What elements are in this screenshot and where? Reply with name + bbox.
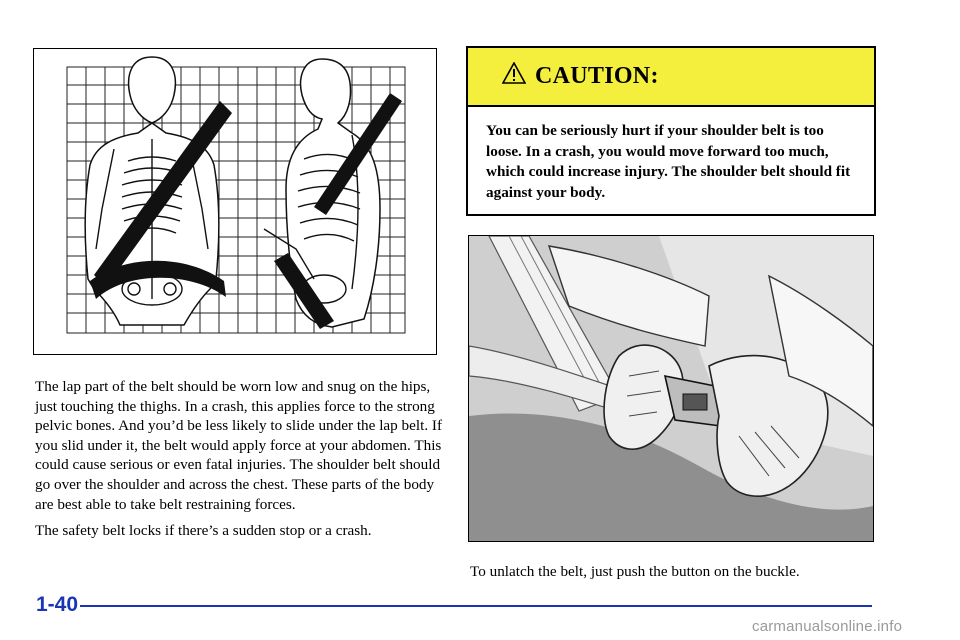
left-body-text bbox=[35, 377, 445, 541]
skeleton-belt-illustration bbox=[33, 48, 437, 355]
caution-text: You can be seriously hurt if your shoulder belt is too loose. In a crash, you would move forward too much, which could increase injury. The shoulder belt should fit against your body. bbox=[486, 122, 851, 201]
footer-rule bbox=[80, 605, 872, 607]
warning-triangle-icon bbox=[502, 62, 526, 89]
lap-belt-paragraph: The lap part of the belt should be worn low and snug on the hips, just touching the thighs. In a crash, this applies force to the strong pelvic bones. And you’d be less likely to slide under the lap belt. If you slid under it, the belt would apply force at your abdomen. This could cause serious or even fatal injuries. The shoulder belt should go over the shoulder and across the chest. These parts of the body are best able to take belt restraining forces. bbox=[35, 378, 443, 513]
caution-box bbox=[466, 46, 876, 216]
buckle-release-illustration bbox=[468, 235, 874, 542]
page-number: 1-40 bbox=[36, 593, 79, 616]
belt-locks-paragraph: The safety belt locks if there’s a sudden stop or a crash. bbox=[35, 522, 372, 540]
caution-title: CAUTION: bbox=[535, 63, 659, 89]
watermark: carmanualsonline.info bbox=[752, 618, 903, 635]
caution-header bbox=[468, 48, 874, 107]
side-skeleton bbox=[264, 59, 380, 327]
unlatch-caption: To unlatch the belt, just push the button on the buckle. bbox=[470, 563, 800, 580]
